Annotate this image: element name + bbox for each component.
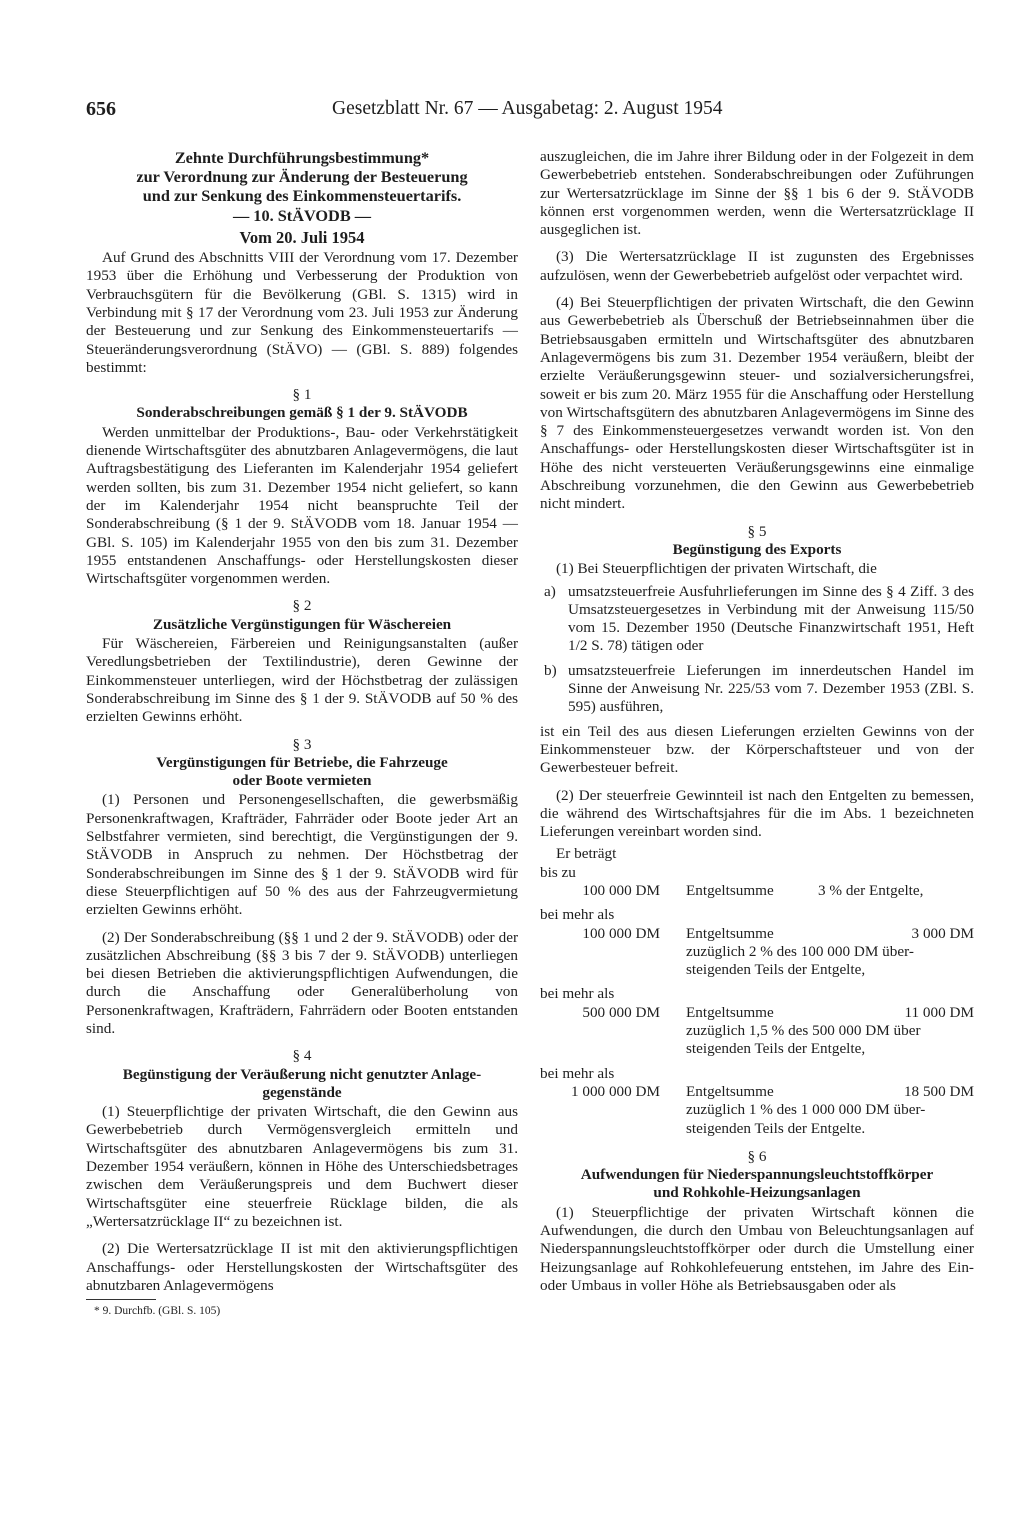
section-4-paragraph-4: (4) Bei Steuerpflichtigen der privaten Wirtschaft, die den Gewinn aus Gewerbebetrieb als Überschuß der Betriebseinnahmen über die Betriebsausgaben ermitteln und Wirtschaftsgüter des abnutzbaren Anlagevermögens bis zum 31. Dezember 1954 veräußern, bleibt der erzielte Veräußerungsgewinn steuer- und sozialversicherungsfrei, soweit er bis zum 20. März 1955 für die Anschaffung oder Herstellung von Wirtschaftsgütern des abnutzbaren Anlagevermögens im Sinne des § 7 des Einkommensteuergesetzes verwandt worden ist. Von den Anschaffungs- oder Herstellungskosten dieser Wirtschaftsgüter ist in Höhe des nicht versteuerten Veräußerungsgewinns eine einmalige Abschreibung vorzunehmen, die den Gewinn aus Gewerbebetrieb nicht mindert. [540,294,974,513]
page-number: 656 [86,98,116,120]
left-column [86,148,518,1320]
section-4-paragraph-1: (1) Steuerpflichtige der privaten Wirtschaft, die den Gewinn aus Gewerbebetrieb durch Vermögensvergleich ermitteln und Wirtschaftsgüter des abnutzbaren Anlagevermögens bis zum 31. Dezember 1954 veräußern, können in Höhe des Unterschiedsbetrages zwischen dem Veräußerungspreis und dem Buchwert dieser Wirtschaftsgüter eine steuerfreie Rücklage bilden, die als „Wertersatzrücklage II“ zu bezeichnen ist. [86,1103,518,1230]
document-date: Vom 20. Juli 1954 [239,227,365,247]
section-heading-5: Begünstigung des Exports [672,540,842,558]
page-header [86,96,956,130]
list-item: a) umsatzsteuerfreie Ausfuhrlieferungen im Sinne des § 4 Ziff. 3 des Umsatzsteuergesetzes in Verbindung mit der Anweisung 115/50 vom 15. Dezember 1950 (Deutsche Finanzwirtschaft 1951, Heft 1/2 S. 78) tätigen oder [544,582,974,655]
section-number-1: § 1 [292,386,312,404]
section-number-4: § 4 [292,1047,312,1065]
section-4-paragraph-3: (3) Die Wertersatzrücklage II ist zugunsten des Ergebnisses aufzulösen, wenn der Gewerbebetrieb aufgelöst oder verpachtet wird. [540,248,974,284]
section-heading-4: Begünstigung der Veräußerung nicht genutzter Anlage- gegenstände [122,1065,482,1101]
section-6-paragraph-1: (1) Steuerpflichtige der privaten Wirtschaft können die Aufwendungen, die durch den Umbau von Beleuchtungsanlagen auf Niederspannungsleuchtstoffkörper oder durch die Umstellung einer Heizungsanlage auf Rohkohlefeuerung entstehen, im Jahre des Ein- oder Umbaus in voller Höhe als Betriebsausgaben oder als [540,1203,974,1294]
section-4-continuation: auszugleichen, die im Jahre ihrer Bildung oder in der Folgezeit in dem Gewerbebetrieb entstehen. Sonderabschreibungen oder Zuführungen zur Wertersatzrücklage im Sinne der §§ 1 bis 6 der 9. StÄVODB können erst vorgenommen werden, wenn die Wertersatzrücklage II ausgeglichen ist. [540,148,974,239]
section-heading-6: Aufwendungen für Niederspannungsleuchtstoffkörper und Rohkohle-Heizungsanlagen [580,1166,934,1202]
section-3-paragraph-2: (2) Der Sonderabschreibung (§§ 1 und 2 der 9. StÄVODB) oder der zusätzlichen Abschreibung (§§ 3 bis 7 der 9. StÄVODB) unterliegen bei diesen Betrieben die aktivierungspflichtigen Aufwendungen, die durch die Anschaffung oder Generalüberholung von Personenkraftwagen, Krafträdern, Fahrrädern oder Booten entstanden sind. [86,928,518,1037]
table-row: 1 000 000 DM Entgeltsumme 18 500 DM [570,1082,974,1100]
section-heading-1: Sonderabschreibungen gemäß § 1 der 9. StÄVODB [136,404,468,422]
right-column [540,148,974,1304]
section-number-6: § 6 [747,1147,767,1165]
section-text-2: Für Wäschereien, Färbereien und Reinigungsanstalten (außer Veredlungsbetrieben der Textilindustrie), deren Gewinne der Einkommensteuer unterliegen, wird der Höchstbetrag der zulässigen Sonderabschreibung im Sinne des § 1 der 9. StÄVODB auf 50 % des erzielten Gewinns erhöht. [86,635,518,726]
document-title: Zehnte Durchführungsbestimmung* zur Verordnung zur Änderung der Besteuerung und zur Senkung des Einkommensteuertarifs. — 10. StÄVODB — [136,148,468,225]
footnote: * 9. Durchfb. (GBl. S. 105) [94,1305,221,1318]
section-number-2: § 2 [292,597,312,615]
section-5-paragraph-1: (1) Bei Steuerpflichtigen der privaten Wirtschaft, die [556,560,877,578]
preamble: Auf Grund des Abschnitts VIII der Verordnung vom 17. Dezember 1953 über die Erhöhung und Verbesserung der Produktion von Verbrauchsgütern für die Bevölkerung (GBl. S. 1315) wird in Verbindung mit § 17 der Verordnung vom 23. Juli 1953 zur Änderung der Besteuerung und zur Senkung des Einkommensteuertarifs — Steueränderungsverordnung (StÄVO) — (GBl. S. 889) folgendes bestimmt: [86,249,518,376]
section-4-paragraph-2: (2) Die Wertersatzrücklage II ist mit den aktivierungspflichtigen Anschaffungs- oder Herstellungskosten der Wirtschaftsgüter des abnutzbaren Anlagevermögens [86,1240,518,1294]
section-text-1: Werden unmittelbar der Produktions-, Bau- oder Verkehrstätigkeit dienende Wirtschaftsgüter des abnutzbaren Anlagevermögens, die laut Auftragsbestätigung des Lieferanten im Kalenderjahr 1954 geliefert werden sollten, bis zum 31. Dezember 1954 nicht geliefert, so kann der im Kalenderjahr 1954 nicht beanspruchte Teil der Sonderabschreibung (§ 1 der 9. StÄVODB vom 18. Januar 1954 — GBl. S. 105) im Kalenderjahr 1955 von den bis zum 31. Dezember 1955 entstandenen Anschaffungs- oder Herstellungskosten dieser Wirtschaftsgüter vorgenommen werden. [86,423,518,588]
section-5-after-list: ist ein Teil des aus diesen Lieferungen erzielten Gewinns von der Einkommensteuer bzw. der Körperschaftsteuer und von der Gewerbesteuer befreit. [540,722,974,777]
table-row: 100 000 DM Entgeltsumme 3 % der Entgelte, [582,881,924,899]
table-row: 500 000 DM Entgeltsumme 11 000 DM [582,1003,974,1021]
list-item: b) umsatzsteuerfreie Lieferungen im innerdeutschen Handel im Sinne der Anweisung Nr. 225/53 vom 7. Dezember 1953 (ZBl. S. 595) ausführen, [544,661,974,716]
section-5-paragraph-2: (2) Der steuerfreie Gewinnteil ist nach den Entgelten zu bemessen, die während des Wirtschaftsjahres für die im Abs. 1 bezeichneten Lieferungen vereinbart worden sind. [540,786,974,841]
section-heading-2: Zusätzliche Vergünstigungen für Wäschereien [152,615,452,633]
section-3-paragraph-1: (1) Personen und Personengesellschaften, die gewerbsmäßig Personenkraftwagen, Krafträder, Fahrräder oder Boote jeder Art an Selbstfahrer vermieten, sind berechtigt, die Vergünstigungen der 9. StÄVODB in Anspruch zu nehmen. Der Höchstbetrag der Sonderabschreibungen im Sinne des § 1 der 9. StÄVODB wird für diese Steuerpflichtigen auf 50 % des aus der Fahrzeugvermietung erzielten Gewinns erhöht. [86,791,518,919]
rate-table: Er beträgt bis zu 100 000 DM Entgeltsumme 3 % der Entgelte, bei mehr als 100 000 DM Entgeltsumme 3 000 DM zuzüglich 2 % des 100 000 DM über- steigenden Teils der Entgelte, bei mehr als 500 000 DM Entgeltsumme 11 000 DM zuzüglich 1,5 % des 500 000 DM über steigenden Teils der Entgelte, bei mehr als 1 000 000 DM Entgeltsumme 18 500 DM zuzüglich 1 % des 1 000 000 DM über- steigenden Teils der Entgelte. [540,845,974,1137]
section-heading-3: Vergünstigungen für Betriebe, die Fahrzeuge oder Boote vermieten [156,753,448,790]
table-row: 100 000 DM Entgeltsumme 3 000 DM [582,924,974,942]
footnote-rule [86,1299,156,1300]
section-number-5: § 5 [747,522,767,540]
running-title: Gesetzblatt Nr. 67 — Ausgabetag: 2. August 1954 [332,98,723,119]
section-number-3: § 3 [292,735,312,753]
